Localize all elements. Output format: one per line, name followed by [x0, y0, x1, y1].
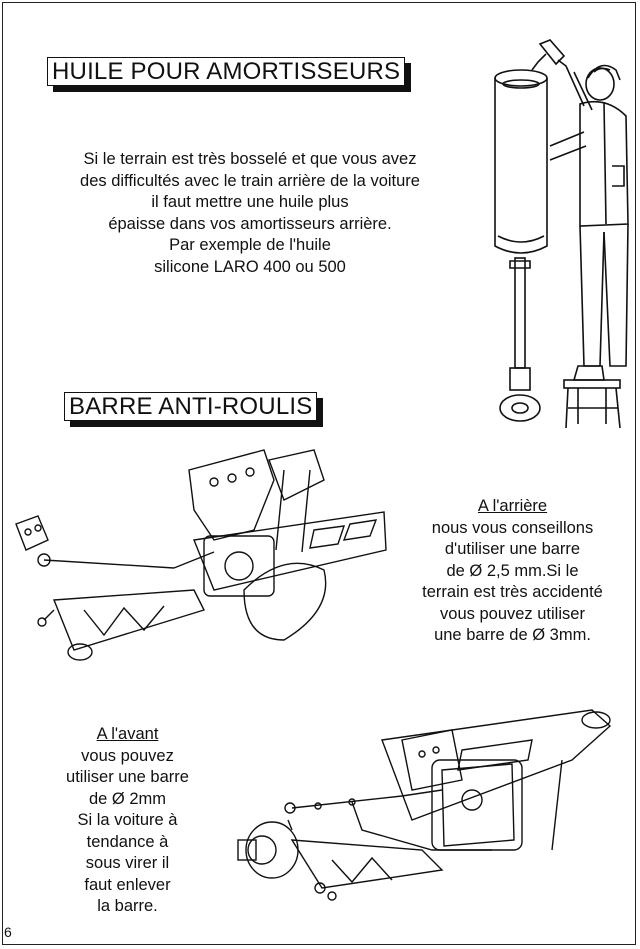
- front-line: tendance à: [86, 832, 169, 851]
- rear-suspension-illustration: [14, 440, 394, 670]
- rear-line: d'utiliser une barre: [444, 540, 581, 558]
- rear-line: terrain est très accidenté: [422, 583, 603, 601]
- paragraph-line: il faut mettre une huile plus: [151, 193, 349, 211]
- rear-advice: [405, 496, 620, 647]
- shock-oil-paragraph: [40, 149, 460, 278]
- front-line: sous virer il: [85, 854, 170, 872]
- rear-line: vous pouvez utiliser: [440, 604, 585, 623]
- heading-shock-oil: HUILE POUR AMORTISSEURS: [47, 57, 405, 86]
- front-line: Si la voiture à: [77, 811, 178, 829]
- front-line: vous pouvez: [81, 746, 174, 765]
- rear-line: nous vous conseillons: [431, 518, 594, 537]
- mechanic-filling-shock-illustration: [488, 36, 633, 432]
- rear-line: une barre de Ø 3mm.: [434, 626, 591, 644]
- front-line: faut enlever: [84, 875, 171, 894]
- front-line: utiliser une barre: [66, 768, 189, 786]
- page-number: 6: [4, 924, 12, 940]
- front-line: de Ø 2mm: [88, 789, 167, 808]
- front-advice: [45, 724, 210, 918]
- rear-title: A l'arrière: [477, 497, 548, 515]
- paragraph-line: épaisse dans vos amortisseurs arrière.: [108, 214, 392, 233]
- paragraph-line: Si le terrain est très bosselé et que vous avez: [83, 150, 417, 168]
- front-title: A l'avant: [96, 725, 159, 743]
- rear-line: de Ø 2,5 mm.Si le: [446, 561, 579, 580]
- paragraph-line: silicone LARO 400 ou 500: [154, 257, 346, 276]
- paragraph-line: Par exemple de l'huile: [169, 236, 331, 254]
- paragraph-line: des difficultés avec le train arrière de la voiture: [80, 171, 420, 190]
- front-line: la barre.: [97, 897, 158, 915]
- heading-anti-roll-bar: BARRE ANTI-ROULIS: [64, 392, 317, 421]
- front-suspension-illustration: [232, 700, 617, 915]
